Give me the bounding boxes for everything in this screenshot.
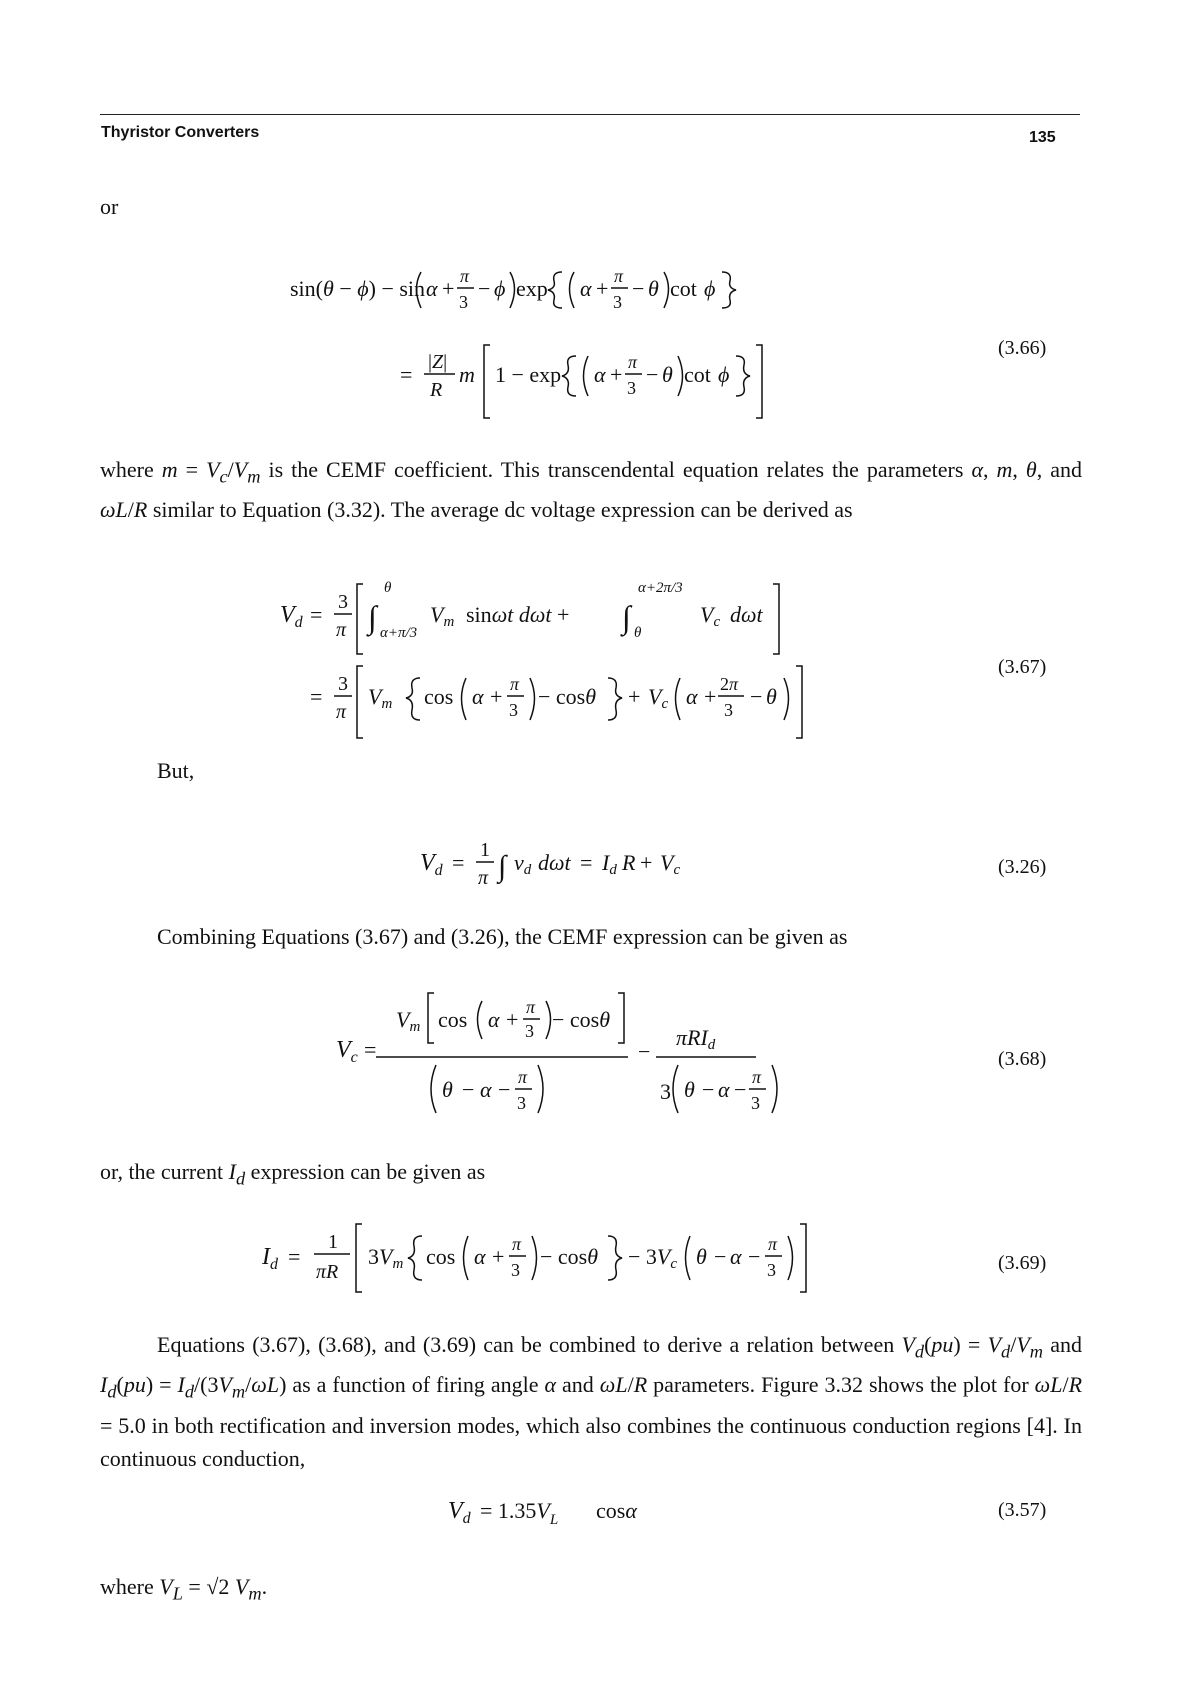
svg-text:π: π (512, 1234, 522, 1254)
svg-text:θ: θ (684, 1077, 695, 1102)
svg-text:3: 3 (459, 292, 468, 312)
equation-3-57 (448, 1488, 688, 1543)
svg-text:+: + (492, 1244, 505, 1269)
page-number: 135 (1029, 129, 1056, 146)
svg-text:− cosθ: − cosθ (552, 1007, 611, 1032)
svg-text:Vd: $V_d$ (280, 602, 303, 631)
svg-text:π: π (336, 701, 347, 723)
svg-text:ϕ: ϕ (704, 276, 716, 301)
svg-text:π: π (518, 1067, 528, 1087)
svg-text:α: α (686, 684, 698, 709)
svg-text:−: − (702, 1077, 715, 1102)
svg-text:π: π (478, 867, 489, 889)
svg-text:α+2π/3: α+2π/3 (638, 580, 683, 596)
svg-text:m: m (459, 362, 475, 387)
svg-text:+: + (628, 684, 641, 709)
svg-text:α: α (474, 1244, 486, 1269)
svg-text:α: α (594, 362, 606, 387)
svg-text:+: + (442, 276, 455, 301)
paragraph-where-m: where $m = V_c/V_m$ is the CEMF coefficient. This transcendental equation relates the parameters α, m, θ, and ωL/R similar to Equation (3.32). The average dc voltage expression can be derived as (100, 457, 1083, 523)
svg-text:3: 3 (525, 1021, 534, 1041)
svg-text:= 1.35VL: = $1.35V_L$ (480, 1498, 559, 1528)
svg-text:Vm: Vm (430, 602, 455, 630)
svg-text:+: + (704, 684, 717, 709)
equation-3-67 (280, 570, 840, 750)
svg-text:=: = (580, 850, 593, 875)
svg-text:3: 3 (724, 700, 733, 720)
svg-text:R: R (430, 379, 443, 401)
svg-text:θ: θ (648, 276, 659, 301)
svg-text:+: + (506, 1007, 519, 1032)
equation-number: (3.66) (998, 337, 1047, 359)
svg-text:π: π (628, 352, 638, 372)
svg-text:−: − (734, 1077, 747, 1102)
svg-text:1: 1 (480, 839, 490, 861)
equation-number: (3.67) (998, 656, 1047, 678)
equation-3-66 (290, 250, 830, 425)
paragraph-equations: Equations (3.67), (3.68), and (3.69) can be combined to derive a relation between $V_d(pu) = V_d/V_m$ and $I_d(pu) = I_d/(3V_m/\omega L)$ as a function of firing angle α and ωL/R parameters. Figure 3.32 shows the plot for ωL/R = 5.0 in both rectification and inversion modes, which also combines the continuous conduction regions [4]. In continuous conduction, (100, 1332, 1083, 1471)
svg-text:3: 3 (613, 292, 622, 312)
svg-text:ϕ: ϕ (494, 276, 506, 301)
svg-text:R: R (622, 850, 636, 875)
paragraph-combining: Combining Equations (3.67) and (3.26), the CEMF expression can be given as (157, 924, 848, 949)
svg-text:−: − (498, 1077, 511, 1102)
svg-text:θ: θ (662, 362, 673, 387)
svg-text:Vc: $V_c$ (336, 1037, 358, 1066)
svg-text:−: − (750, 684, 763, 709)
svg-text:|Z|: |Z| (428, 351, 448, 373)
svg-text:−: − (748, 1244, 761, 1269)
svg-text:Vd: $V_d$ (420, 850, 443, 879)
svg-text:Vm: Vm (368, 684, 393, 712)
svg-text:3: 3 (751, 1093, 760, 1113)
svg-text:+: + (610, 362, 623, 387)
svg-text:∫: ∫ (368, 599, 377, 635)
svg-text:θ: θ (696, 1244, 707, 1269)
svg-text:cos: cos (424, 684, 454, 709)
svg-text:sin(θ − ϕ) − sin: sin(θ − ϕ) − sin (290, 276, 426, 301)
equation-3-68 (336, 985, 816, 1145)
svg-text:−: − (478, 276, 491, 301)
svg-text:π: π (510, 674, 520, 694)
svg-text:π: π (460, 266, 470, 286)
svg-text:α: α (718, 1077, 730, 1102)
svg-text:cot: cot (684, 362, 711, 387)
equation-3-69 (262, 1218, 842, 1303)
svg-text:θ: θ (634, 625, 642, 641)
svg-text:sinωt dωt +: sinωt dωt + (466, 602, 570, 627)
svg-text:3: 3 (338, 591, 348, 613)
paragraph-where-vl: where $V_L = √2$ $V_m$. (100, 1574, 268, 1604)
svg-text:Id: $I_d$ (262, 1244, 278, 1273)
svg-text:θ: θ (384, 580, 392, 596)
svg-text:2π: 2π (720, 674, 739, 694)
svg-text:Vm: Vm (396, 1007, 421, 1035)
svg-text:3Vm: 3Vm (368, 1244, 404, 1272)
running-title: Thyristor Converters (101, 124, 260, 141)
svg-text:3: 3 (627, 378, 636, 398)
svg-text:−: − (462, 1077, 475, 1102)
svg-text:− cosθ: − cosθ (540, 1244, 599, 1269)
svg-text:3: 3 (517, 1093, 526, 1113)
svg-text:cos: cos (438, 1007, 468, 1032)
svg-text:1 − exp: 1 − exp (495, 362, 562, 387)
svg-text:vd: vd (514, 850, 532, 878)
svg-text:+: + (490, 684, 503, 709)
svg-text:Vc: Vc (700, 602, 721, 630)
svg-text:π: π (526, 997, 536, 1017)
svg-text:∫: ∫ (498, 850, 507, 883)
svg-text:ϕ: ϕ (718, 362, 730, 387)
svg-text:3: 3 (511, 1260, 520, 1280)
svg-text:πRId: πRId (676, 1025, 716, 1053)
svg-text:− 3Vc: − 3Vc (628, 1244, 678, 1272)
svg-text:−: − (646, 362, 659, 387)
svg-text:+: + (596, 276, 609, 301)
svg-text:3: 3 (338, 673, 348, 695)
svg-text:α+π/3: α+π/3 (380, 625, 418, 641)
svg-text:+: + (640, 850, 653, 875)
svg-text:Vd: $V_d$ (448, 1498, 471, 1527)
paragraph-or: or (100, 194, 119, 219)
svg-text:Vc: Vc (648, 684, 669, 712)
svg-text:θ: θ (442, 1077, 453, 1102)
equation-number: (3.69) (998, 1252, 1047, 1274)
svg-text:π: π (336, 619, 347, 641)
svg-text:πR: πR (316, 1261, 339, 1283)
header-rule (100, 114, 1080, 115)
svg-text:dωt: dωt (538, 850, 571, 875)
svg-text:α: α (488, 1007, 500, 1032)
svg-text:−: − (632, 276, 645, 301)
equation-number: (3.57) (998, 1499, 1047, 1521)
paragraph-but: But, (157, 758, 195, 783)
svg-text:1: 1 (328, 1231, 338, 1253)
svg-text:α: α (426, 276, 438, 301)
svg-text:cosα: cosα (596, 1498, 637, 1523)
svg-text:Vc: Vc (660, 850, 681, 878)
svg-text:−: − (638, 1039, 651, 1064)
svg-text:θ: θ (766, 684, 777, 709)
svg-text:3: 3 (660, 1079, 671, 1104)
svg-text:3: 3 (509, 700, 518, 720)
svg-text:dωt: dωt (730, 602, 763, 627)
svg-text:−: − (714, 1244, 727, 1269)
equation-number: (3.26) (998, 856, 1047, 878)
svg-text:=: = (452, 850, 465, 875)
paragraph-or-current: or, the current $I_d$ expression can be given as (100, 1159, 486, 1189)
svg-text:=: = (364, 1037, 377, 1062)
svg-text:π: π (768, 1234, 778, 1254)
svg-text:− cosθ: − cosθ (538, 684, 597, 709)
svg-text:Id: Id (602, 850, 617, 878)
svg-text:∫: ∫ (622, 599, 631, 635)
svg-text:3: 3 (767, 1260, 776, 1280)
svg-text:=: = (310, 684, 323, 709)
equation-3-26 (420, 828, 700, 913)
svg-text:=: = (400, 362, 413, 387)
svg-text:α: α (580, 276, 592, 301)
equation-number: (3.68) (998, 1048, 1047, 1070)
svg-text:α: α (472, 684, 484, 709)
svg-text:cos: cos (426, 1244, 456, 1269)
svg-text:α: α (480, 1077, 492, 1102)
svg-text:=: = (288, 1244, 301, 1269)
svg-text:α: α (730, 1244, 742, 1269)
svg-text:exp: exp (516, 276, 548, 301)
svg-text:=: = (310, 602, 323, 627)
svg-text:π: π (614, 266, 624, 286)
svg-text:cot: cot (670, 276, 697, 301)
svg-text:π: π (752, 1067, 762, 1087)
